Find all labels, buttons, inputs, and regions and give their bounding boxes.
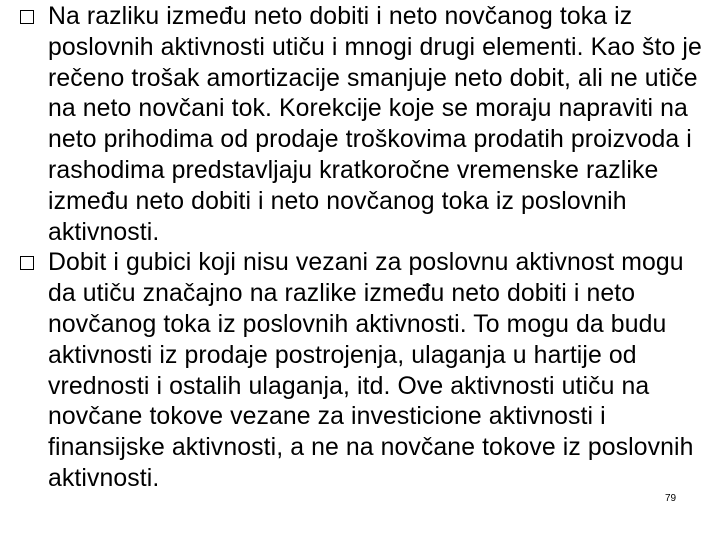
bullet-text-2: Dobit i gubici koji nisu vezani za poslovnu aktivnost mogu da utiču značajno na razlike između neto dobiti i neto novčanog toka iz poslovnih aktivnosti. To mogu da budu aktivnosti iz prodaje postrojenja, ulaganja u hartije od vrednosti i ostalih ulaganja, itd. Ove aktivnosti utiču na novčane tokove vezane za investicione aktivnosti i finansijske aktivnosti, a ne na novčane tokove iz poslovnih aktivnosti.	[48, 249, 694, 492]
bullet-list	[20, 2, 718, 495]
page-number: 79	[665, 493, 677, 504]
square-bullet-icon	[20, 256, 34, 270]
bullet-item-2	[20, 248, 718, 494]
bullet-item-1	[20, 2, 718, 248]
bullet-text-1: Na razliku između neto dobiti i neto novčanog toka iz poslovnih aktivnosti utiču i mnogi drugi elementi. Kao što je rečeno trošak amortizacije smanjuje neto dobit, ali ne utiče na neto novčani tok. Korekcije koje se moraju napraviti na neto prihodima od prodaje troškovima prodatih proizvoda i rashodima predstavljaju kratkoročne vremenske razlike između neto dobiti i neto novčanog toka iz poslovnih aktivnosti.	[48, 3, 702, 246]
square-bullet-icon	[20, 10, 34, 24]
